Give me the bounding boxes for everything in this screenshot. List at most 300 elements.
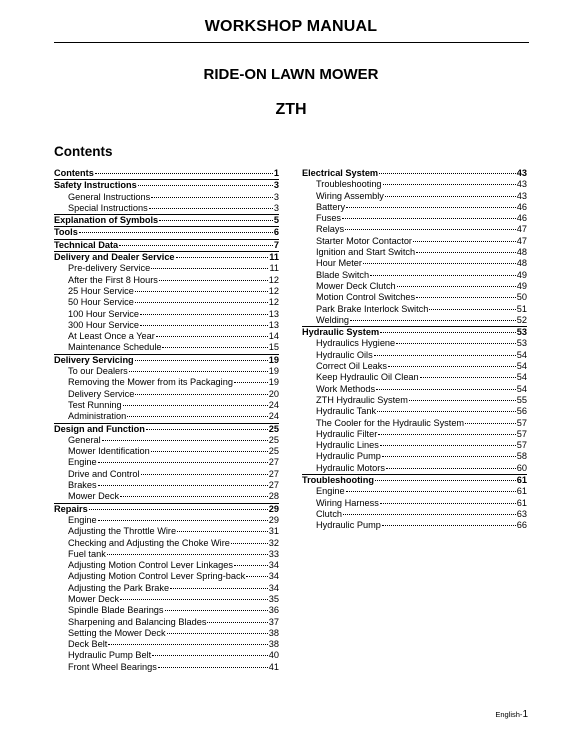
- toc-dot-leader: [138, 185, 273, 186]
- toc-entry-page: 28: [268, 491, 279, 502]
- toc-entry-title: 50 Hour Service: [68, 297, 134, 308]
- toc-dot-leader: [378, 434, 516, 435]
- toc-section-entry[interactable]: [54, 239, 279, 251]
- toc-section-entry[interactable]: [54, 503, 279, 515]
- toc-entry-page: 57: [516, 440, 527, 451]
- toc-entry-title: Hydraulic Tank: [316, 406, 377, 417]
- toc-entry[interactable]: [54, 617, 279, 628]
- toc-entry-title: Adjusting Motion Control Lever Spring-back: [68, 571, 246, 582]
- toc-entry-title: Tools: [54, 227, 78, 238]
- toc-entry-title: Troubleshooting: [316, 179, 382, 190]
- toc-entry-title: 300 Hour Service: [68, 319, 139, 330]
- toc-entry-page: 38: [268, 639, 279, 650]
- toc-entry-page: 36: [268, 605, 279, 616]
- toc-entry[interactable]: [302, 281, 527, 292]
- toc-dot-leader: [129, 371, 268, 372]
- toc-entry-title: Removing the Mower from its Packaging: [68, 377, 233, 388]
- toc-entry-page: 43: [516, 168, 527, 178]
- toc-entry-title: Battery: [316, 201, 346, 212]
- toc-entry[interactable]: [54, 515, 279, 526]
- page-footer: [495, 709, 528, 720]
- toc-entry-title: Mower Deck: [68, 491, 120, 502]
- toc-dot-leader: [159, 220, 273, 221]
- toc-section-entry[interactable]: [302, 168, 527, 179]
- toc-section-entry[interactable]: [54, 214, 279, 226]
- toc-dot-leader: [120, 496, 268, 497]
- toc-dot-leader: [370, 275, 516, 276]
- toc-dot-leader: [146, 429, 268, 430]
- toc-dot-leader: [231, 543, 268, 544]
- toc-entry-title: Correct Oil Leaks: [316, 361, 387, 372]
- toc-entry-title: Electrical System: [302, 168, 379, 178]
- header-rule: [54, 42, 529, 43]
- toc-entry-title: Hydraulic System: [302, 327, 380, 338]
- toc-entry-title: Checking and Adjusting the Choke Wire: [68, 537, 230, 548]
- toc-dot-leader: [379, 173, 516, 174]
- toc-entry-title: Administration: [68, 411, 127, 422]
- toc-dot-leader: [465, 423, 516, 424]
- toc-entry[interactable]: [54, 263, 279, 274]
- toc-left-column: [54, 168, 279, 673]
- toc-dot-leader: [409, 400, 516, 401]
- toc-entry-page: 12: [268, 274, 279, 285]
- toc-dot-leader: [380, 445, 516, 446]
- toc-entry-page: 5: [273, 215, 279, 226]
- toc-entry-page: 35: [268, 593, 279, 604]
- toc-entry[interactable]: [54, 203, 279, 214]
- toc-dot-leader: [98, 462, 268, 463]
- toc-dot-leader: [177, 531, 268, 532]
- toc-entry-page: 34: [268, 560, 279, 571]
- toc-entry-title: Repairs: [54, 503, 88, 514]
- toc-entry[interactable]: [302, 440, 527, 451]
- toc-entry-page: 48: [516, 247, 527, 258]
- toc-section-entry[interactable]: [302, 326, 527, 338]
- toc-section-entry[interactable]: [54, 179, 279, 191]
- toc-entry-page: 54: [516, 349, 527, 360]
- toc-dot-leader: [135, 360, 268, 361]
- toc-entry[interactable]: [302, 395, 527, 406]
- toc-dot-leader: [135, 291, 268, 292]
- toc-dot-leader: [346, 207, 516, 208]
- toc-dot-leader: [385, 196, 516, 197]
- toc-entry-title: Hydraulic Pump Belt: [68, 650, 152, 661]
- toc-entry-title: The Cooler for the Hydraulic System: [316, 417, 465, 428]
- toc-entry-page: 46: [516, 213, 527, 224]
- toc-entry-title: To our Dealers: [68, 366, 128, 377]
- toc-entry-page: 56: [516, 406, 527, 417]
- toc-entry[interactable]: [302, 486, 527, 497]
- toc-entry-title: Adjusting Motion Control Lever Linkages: [68, 560, 233, 571]
- toc-dot-leader: [127, 416, 268, 417]
- toc-dot-leader: [429, 309, 515, 310]
- toc-entry-page: 48: [516, 258, 527, 269]
- toc-entry-page: 57: [516, 428, 527, 439]
- toc-entry-title: 100 Hour Service: [68, 308, 139, 319]
- toc-entry-title: Blade Switch: [316, 269, 370, 280]
- toc-entry-page: 60: [516, 462, 527, 473]
- toc-dot-leader: [79, 232, 273, 233]
- toc-entry[interactable]: [54, 435, 279, 446]
- toc-entry-title: Explanation of Symbols: [54, 215, 159, 226]
- toc-entry[interactable]: [302, 304, 527, 315]
- toc-entry[interactable]: [54, 583, 279, 594]
- toc-entry-page: 50: [516, 292, 527, 303]
- toc-entry[interactable]: [302, 191, 527, 202]
- toc-dot-leader: [135, 394, 267, 395]
- toc-dot-leader: [156, 336, 268, 337]
- toc-entry-title: Delivery and Dealer Service: [54, 252, 175, 263]
- toc-dot-leader: [343, 514, 516, 515]
- toc-entry[interactable]: [302, 509, 527, 520]
- toc-entry-page: 25: [268, 423, 279, 434]
- toc-dot-leader: [102, 440, 268, 441]
- toc-entry-page: 57: [516, 417, 527, 428]
- toc-entry-page: 33: [268, 548, 279, 559]
- toc-entry[interactable]: [54, 320, 279, 331]
- toc-entry-page: 13: [268, 319, 279, 330]
- toc-dot-leader: [420, 377, 516, 378]
- toc-dot-leader: [98, 485, 268, 486]
- toc-entry[interactable]: [302, 213, 527, 224]
- toc-dot-leader: [380, 503, 516, 504]
- toc-dot-leader: [151, 197, 273, 198]
- toc-dot-leader: [151, 268, 268, 269]
- toc-section-entry[interactable]: [54, 251, 279, 263]
- toc-dot-leader: [383, 184, 516, 185]
- toc-entry-page: 11: [269, 252, 279, 263]
- toc-dot-leader: [140, 325, 268, 326]
- toc-entry-page: 63: [516, 508, 527, 519]
- toc-dot-leader: [135, 302, 268, 303]
- toc-section-entry[interactable]: [302, 474, 527, 486]
- toc-entry-title: Sharpening and Balancing Blades: [68, 616, 207, 627]
- toc-dot-leader: [376, 389, 516, 390]
- toc-entry-title: Hydraulic Pump: [316, 451, 381, 462]
- toc-entry-page: 61: [516, 497, 527, 508]
- toc-entry[interactable]: [54, 331, 279, 342]
- toc-dot-leader: [151, 451, 268, 452]
- toc-entry[interactable]: [54, 469, 279, 480]
- header-title: WORKSHOP MANUAL: [204, 18, 378, 35]
- toc-entry[interactable]: [54, 571, 279, 582]
- toc-dot-leader: [98, 520, 268, 521]
- toc-entry[interactable]: [54, 549, 279, 560]
- toc-entry[interactable]: [54, 411, 279, 422]
- toc-entry[interactable]: [54, 309, 279, 320]
- toc-entry-title: Park Brake Interlock Switch: [316, 303, 429, 314]
- toc-entry-title: Hour Meter: [316, 258, 362, 269]
- footer-language: English-: [495, 710, 523, 719]
- toc-entry-page: 29: [268, 503, 279, 514]
- toc-entry-title: Motion Control Switches: [316, 292, 416, 303]
- toc-entry[interactable]: [302, 258, 527, 269]
- toc-entry-title: After the First 8 Hours: [68, 274, 158, 285]
- toc-entry-title: Contents: [54, 168, 94, 178]
- toc-entry-page: 29: [268, 514, 279, 525]
- toc-entry-page: 61: [516, 486, 527, 497]
- toc-entry[interactable]: [54, 457, 279, 468]
- toc-entry-page: 46: [516, 201, 527, 212]
- toc-dot-leader: [95, 173, 273, 174]
- toc-entry-title: Special Instructions: [68, 202, 148, 213]
- toc-entry-title: General Instructions: [68, 191, 151, 202]
- toc-entry[interactable]: [54, 366, 279, 377]
- toc-dot-leader: [141, 474, 268, 475]
- toc-dot-leader: [140, 314, 268, 315]
- toc-entry-title: Hydraulic Motors: [316, 462, 385, 473]
- toc-dot-leader: [89, 509, 268, 510]
- toc-entry-page: 12: [268, 285, 279, 296]
- toc-entry-page: 47: [516, 235, 527, 246]
- toc-entry-title: Work Methods: [316, 383, 376, 394]
- toc-dot-leader: [149, 208, 273, 209]
- toc-entry-page: 40: [268, 650, 279, 661]
- toc-entry-page: 3: [273, 180, 279, 191]
- toc-entry[interactable]: [302, 236, 527, 247]
- toc-dot-leader: [119, 245, 273, 246]
- toc-dot-leader: [386, 468, 516, 469]
- toc-dot-leader: [363, 263, 516, 264]
- toc-entry-title: Hydraulic Lines: [316, 440, 379, 451]
- toc-entry-page: 34: [268, 582, 279, 593]
- toc-entry-page: 51: [516, 303, 527, 314]
- toc-entry[interactable]: [302, 179, 527, 190]
- toc-entry[interactable]: [54, 650, 279, 661]
- toc-entry[interactable]: [302, 429, 527, 440]
- toc-entry-page: 24: [268, 399, 279, 410]
- toc-entry-title: Fuel tank: [68, 548, 106, 559]
- toc-entry[interactable]: [54, 275, 279, 286]
- toc-entry-title: Adjusting the Park Brake: [68, 582, 170, 593]
- toc-entry[interactable]: [302, 224, 527, 235]
- toc-entry-page: 61: [516, 475, 527, 486]
- toc-dot-leader: [159, 280, 268, 281]
- toc-entry-title: Ignition and Start Switch: [316, 247, 416, 258]
- toc-entry[interactable]: [54, 377, 279, 388]
- toc-entry-title: Engine: [316, 486, 345, 497]
- toc-entry[interactable]: [302, 418, 527, 429]
- toc-entry-page: 54: [516, 383, 527, 394]
- toc-dot-leader: [246, 576, 268, 577]
- toc-entry[interactable]: [54, 594, 279, 605]
- toc-entry-title: Welding: [316, 314, 350, 325]
- toc-entry-title: Relays: [316, 224, 345, 235]
- toc-dot-leader: [162, 347, 267, 348]
- toc-dot-leader: [416, 252, 516, 253]
- toc-entry-title: Delivery Servicing: [54, 354, 134, 365]
- toc-entry-page: 49: [516, 280, 527, 291]
- toc-entry[interactable]: [54, 480, 279, 491]
- toc-entry-page: 27: [268, 480, 279, 491]
- toc-dot-leader: [413, 241, 516, 242]
- toc-entry-title: Fuses: [316, 213, 342, 224]
- toc-entry[interactable]: [54, 297, 279, 308]
- toc-entry-title: Test Running: [68, 399, 122, 410]
- toc-entry[interactable]: [54, 342, 279, 353]
- toc-dot-leader: [107, 554, 268, 555]
- toc-entry[interactable]: [54, 192, 279, 203]
- toc-entry-title: Safety Instructions: [54, 180, 137, 191]
- toc-entry-page: 53: [516, 338, 527, 349]
- toc-entry[interactable]: [54, 560, 279, 571]
- toc-entry-title: Front Wheel Bearings: [68, 661, 157, 672]
- toc-entry-title: Maintenance Schedule: [68, 342, 162, 353]
- toc-dot-leader: [234, 382, 268, 383]
- toc-entry[interactable]: [302, 361, 527, 372]
- toc-entry-page: 24: [268, 411, 279, 422]
- toc-entry-page: 49: [516, 269, 527, 280]
- toc-entry-page: 27: [268, 457, 279, 468]
- toc-entry-title: Mower Deck: [68, 593, 120, 604]
- toc-entry[interactable]: [54, 662, 279, 673]
- toc-entry-page: 25: [268, 434, 279, 445]
- toc-entry[interactable]: [302, 372, 527, 383]
- toc-dot-leader: [108, 644, 267, 645]
- toc-entry-page: 32: [268, 537, 279, 548]
- toc-section-entry[interactable]: [54, 354, 279, 366]
- toc-entry[interactable]: [302, 498, 527, 509]
- toc-entry[interactable]: [302, 384, 527, 395]
- toc-entry-page: 6: [273, 227, 279, 238]
- toc-entry-title: Design and Function: [54, 423, 145, 434]
- toc-entry-title: Spindle Blade Bearings: [68, 605, 164, 616]
- toc-entry-title: General: [68, 434, 101, 445]
- toc-entry-title: Adjusting the Throttle Wire: [68, 526, 177, 537]
- toc-entry-page: 19: [268, 377, 279, 388]
- toc-entry-title: Hydraulics Hygiene: [316, 338, 396, 349]
- toc-entry[interactable]: [54, 389, 279, 400]
- toc-entry[interactable]: [302, 451, 527, 462]
- toc-entry-page: 14: [268, 331, 279, 342]
- toc-dot-leader: [158, 667, 268, 668]
- toc-entry-title: Engine: [68, 514, 97, 525]
- toc-entry[interactable]: [54, 526, 279, 537]
- toc-section-entry[interactable]: [54, 168, 279, 179]
- toc-entry-page: 11: [269, 263, 279, 274]
- toc-entry-title: Brakes: [68, 480, 97, 491]
- toc-entry-page: 15: [268, 342, 279, 353]
- toc-entry-page: 1: [273, 168, 279, 178]
- toc-dot-leader: [346, 491, 516, 492]
- toc-entry-page: 66: [516, 520, 527, 531]
- toc-dot-leader: [120, 599, 268, 600]
- toc-dot-leader: [207, 622, 267, 623]
- toc-entry-title: Engine: [68, 457, 97, 468]
- toc-entry[interactable]: [54, 538, 279, 549]
- toc-entry-title: Delivery Service: [68, 388, 135, 399]
- toc-entry-page: 20: [268, 388, 279, 399]
- toc-entry-page: 3: [273, 191, 279, 202]
- toc-entry-title: Wiring Harness: [316, 497, 379, 508]
- toc-entry-title: Clutch: [316, 508, 343, 519]
- toc-dot-leader: [382, 525, 516, 526]
- toc-entry-title: Troubleshooting: [302, 475, 374, 486]
- toc-entry[interactable]: [302, 202, 527, 213]
- toc-entry-page: 53: [516, 327, 527, 338]
- toc-dot-leader: [176, 257, 269, 258]
- toc-entry-title: Hydraulic Pump: [316, 520, 381, 531]
- toc-dot-leader: [382, 456, 516, 457]
- toc-entry[interactable]: [54, 639, 279, 650]
- toc-dot-leader: [375, 480, 516, 481]
- toc-dot-leader: [416, 297, 516, 298]
- toc-section-entry[interactable]: [54, 423, 279, 435]
- toc-entry[interactable]: [302, 463, 527, 474]
- toc-entry[interactable]: [302, 270, 527, 281]
- toc-entry[interactable]: [302, 520, 527, 531]
- toc-dot-leader: [380, 332, 516, 333]
- toc-right-column: [302, 168, 527, 532]
- document-subtitle: ZTH: [275, 101, 307, 118]
- toc-dot-leader: [165, 610, 268, 611]
- toc-dot-leader: [345, 229, 516, 230]
- toc-entry-title: Mower Identification: [68, 446, 150, 457]
- toc-entry-page: 55: [516, 394, 527, 405]
- toc-entry[interactable]: [54, 491, 279, 502]
- toc-entry-title: Hydraulic Filter: [316, 428, 378, 439]
- toc-entry-title: Deck Belt: [68, 639, 108, 650]
- toc-dot-leader: [234, 565, 268, 566]
- toc-entry-page: 52: [516, 314, 527, 325]
- toc-dot-leader: [388, 366, 516, 367]
- toc-entry-page: 43: [516, 190, 527, 201]
- toc-entry-page: 31: [268, 526, 279, 537]
- toc-entry-page: 13: [268, 308, 279, 319]
- toc-dot-leader: [170, 588, 268, 589]
- toc-entry-page: 43: [516, 179, 527, 190]
- toc-entry-page: 47: [516, 224, 527, 235]
- toc-entry[interactable]: [302, 315, 527, 326]
- toc-entry-title: Technical Data: [54, 239, 119, 250]
- toc-dot-leader: [152, 655, 268, 656]
- toc-entry[interactable]: [54, 446, 279, 457]
- toc-entry-page: 7: [273, 239, 279, 250]
- toc-entry-title: Keep Hydraulic Oil Clean: [316, 372, 419, 383]
- toc-entry[interactable]: [54, 605, 279, 616]
- toc-dot-leader: [374, 355, 516, 356]
- toc-entry-title: Starter Motor Contactor: [316, 235, 412, 246]
- toc-dot-leader: [350, 320, 516, 321]
- toc-entry[interactable]: [302, 292, 527, 303]
- toc-entry-page: 37: [268, 616, 279, 627]
- toc-entry-page: 12: [268, 297, 279, 308]
- toc-entry-page: 34: [268, 571, 279, 582]
- toc-dot-leader: [397, 286, 516, 287]
- toc-section-entry[interactable]: [54, 226, 279, 238]
- toc-entry-title: 25 Hour Service: [68, 285, 134, 296]
- toc-entry-title: ZTH Hydraulic System: [316, 394, 408, 405]
- toc-entry-page: 19: [268, 354, 279, 365]
- toc-entry-page: 27: [268, 468, 279, 479]
- toc-entry[interactable]: [302, 247, 527, 258]
- toc-dot-leader: [167, 633, 268, 634]
- toc-entry-page: 3: [273, 202, 279, 213]
- toc-entry-page: 54: [516, 372, 527, 383]
- toc-entry[interactable]: [302, 406, 527, 417]
- toc-entry-title: At Least Once a Year: [68, 331, 155, 342]
- toc-dot-leader: [396, 343, 516, 344]
- contents-heading: Contents: [54, 144, 113, 159]
- toc-entry[interactable]: [54, 286, 279, 297]
- document-title: RIDE-ON LAWN MOWER: [203, 66, 379, 83]
- toc-entry[interactable]: [302, 350, 527, 361]
- toc-entry[interactable]: [54, 400, 279, 411]
- toc-entry[interactable]: [54, 628, 279, 639]
- toc-entry-page: 54: [516, 361, 527, 372]
- footer-page-number: 1: [522, 709, 528, 720]
- toc-entry[interactable]: [302, 338, 527, 349]
